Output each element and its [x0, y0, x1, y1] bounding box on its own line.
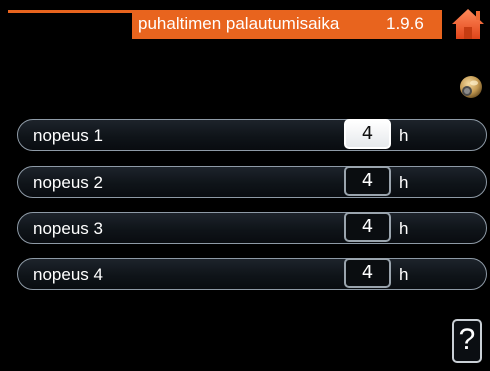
setting-row-speed-2[interactable]: [17, 166, 487, 198]
header-accent-line: [8, 10, 132, 13]
setting-row-speed-1[interactable]: [17, 119, 487, 151]
question-mark-button[interactable]: ?: [452, 319, 482, 363]
value-field[interactable]: 4: [344, 258, 391, 288]
row-label: nopeus 2: [33, 173, 103, 192]
unit-label: h: [399, 173, 409, 192]
value-field[interactable]: 4: [344, 166, 391, 196]
header-bar: [132, 10, 442, 39]
row-label: nopeus 3: [33, 219, 103, 238]
setting-row-speed-4[interactable]: [17, 258, 487, 290]
menu-number: 1.9.6: [386, 14, 424, 33]
unit-label: h: [399, 126, 409, 145]
home-icon[interactable]: [449, 5, 487, 43]
unit-label: h: [399, 219, 409, 238]
row-label: nopeus 1: [33, 126, 103, 145]
value-field[interactable]: 4: [344, 212, 391, 242]
row-label: nopeus 4: [33, 265, 103, 284]
unit-label: h: [399, 265, 409, 284]
setting-row-speed-3[interactable]: [17, 212, 487, 244]
page-title: puhaltimen palautumisaika: [138, 14, 340, 33]
help-knob-icon[interactable]: [456, 74, 484, 102]
value-field[interactable]: 4: [344, 119, 391, 149]
